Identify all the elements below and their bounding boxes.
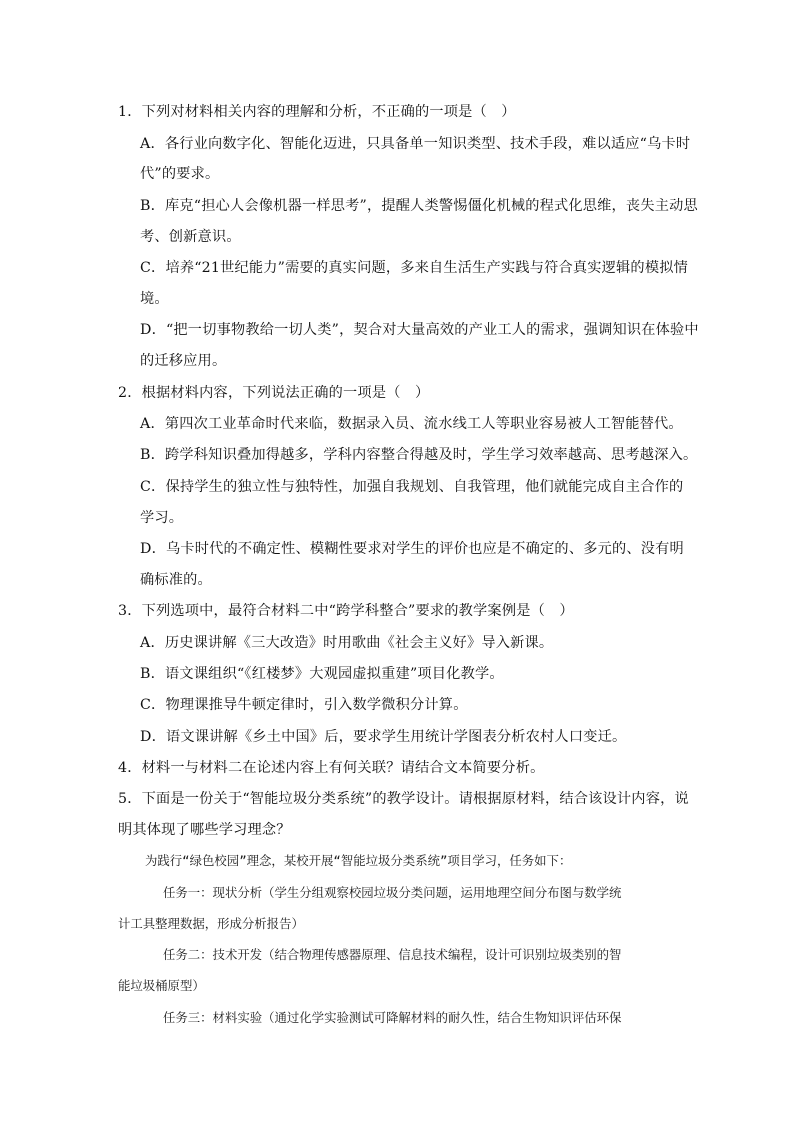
question-2-option-b: B．跨学科知识叠加得越多，学科内容整合得越及时，学生学习效率越高、思考越深入。 <box>140 447 698 463</box>
design-task1-line1: 任务一：现状分析（学生分组观察校园垃圾分类问题，运用地理空间分布图与数学统 <box>163 885 622 900</box>
question-1-option-c-line2: 境。 <box>140 291 169 307</box>
question-2-option-d-line2: 确标准的。 <box>140 572 212 588</box>
question-1-option-a-line2: 代”的要求。 <box>140 166 220 182</box>
question-5-stem-line1: 5．下面是一份关于“智能垃圾分类系统”的教学设计。请根据原材料，结合该设计内容，说 <box>118 791 689 807</box>
question-1-option-a-line1: A．各行业向数字化、智能化迈进，只具备单一知识类型、技术手段，难以适应“乌卡时 <box>140 136 691 152</box>
question-1-option-d-line1: D．“把一切事物教给一切人类”，契合对大量高效的产业工人的需求，强调知识在体验中 <box>140 322 699 338</box>
question-4-stem: 4．材料一与材料二在论述内容上有何关联？请结合文本简要分析。 <box>118 760 545 776</box>
design-task3-line1: 任务三：材料实验（通过化学实验测试可降解材料的耐久性，结合生物知识评估环保 <box>163 1010 622 1025</box>
question-3-option-a: A．历史课讲解《三大改造》时用歌曲《社会主义好》导入新课。 <box>140 635 554 651</box>
question-2-stem: 2．根据材料内容，下列说法正确的一项是（ ） <box>118 385 430 401</box>
question-1-option-b-line1: B．库克“担心人会像机器一样思考”，提醒人类警惕僵化机械的程式化思维，丧失主动思 <box>140 198 698 214</box>
question-2-option-a: A．第四次工业革命时代来临，数据录入员、流水线工人等职业容易被人工智能替代。 <box>140 416 683 432</box>
question-3-stem: 3．下列选项中，最符合材料二中“跨学科整合”要求的教学案例是（ ） <box>118 603 574 619</box>
question-1-option-d-line2: 的迁移应用。 <box>140 353 227 369</box>
design-task1-line2: 计工具整理数据，形成分析报告） <box>118 916 304 931</box>
question-3-option-b: B．语文课组织“《红楼梦》大观园虚拟重建”项目化教学。 <box>140 666 504 682</box>
question-5-stem-line2: 明其体现了哪些学习理念？ <box>118 822 291 838</box>
question-2-option-c-line1: C．保持学生的独立性与独特性，加强自我规划、自我管理，他们就能完成自主合作的 <box>140 479 684 495</box>
question-1-option-c-line1: C．培养“21世纪能力”需要的真实问题，多来自生活生产实践与符合真实逻辑的模拟情 <box>140 260 688 276</box>
question-3-option-c: C．物理课推导牛顿定律时，引入数学微积分计算。 <box>140 697 468 713</box>
question-2-option-c-line2: 学习。 <box>140 510 184 526</box>
question-1-option-b-line2: 考、创新意识。 <box>140 229 241 245</box>
question-2-option-d-line1: D．乌卡时代的不确定性、模糊性要求对学生的评价也应是不确定的、多元的、没有明 <box>140 541 684 557</box>
design-intro: 为践行“绿色校园”理念，某校开展“智能垃圾分类系统”项目学习，任务如下： <box>145 853 572 868</box>
design-task2-line1: 任务二：技术开发（结合物理传感器原理、信息技术编程，设计可识别垃圾类别的智 <box>163 947 622 962</box>
design-task2-line2: 能垃圾桶原型） <box>118 978 205 993</box>
question-1-stem: 1．下列对材料相关内容的理解和分析，不正确的一项是（ ） <box>118 104 516 120</box>
question-3-option-d: D．语文课讲解《乡土中国》后，要求学生用统计学图表分析农村人口变迁。 <box>140 729 627 745</box>
